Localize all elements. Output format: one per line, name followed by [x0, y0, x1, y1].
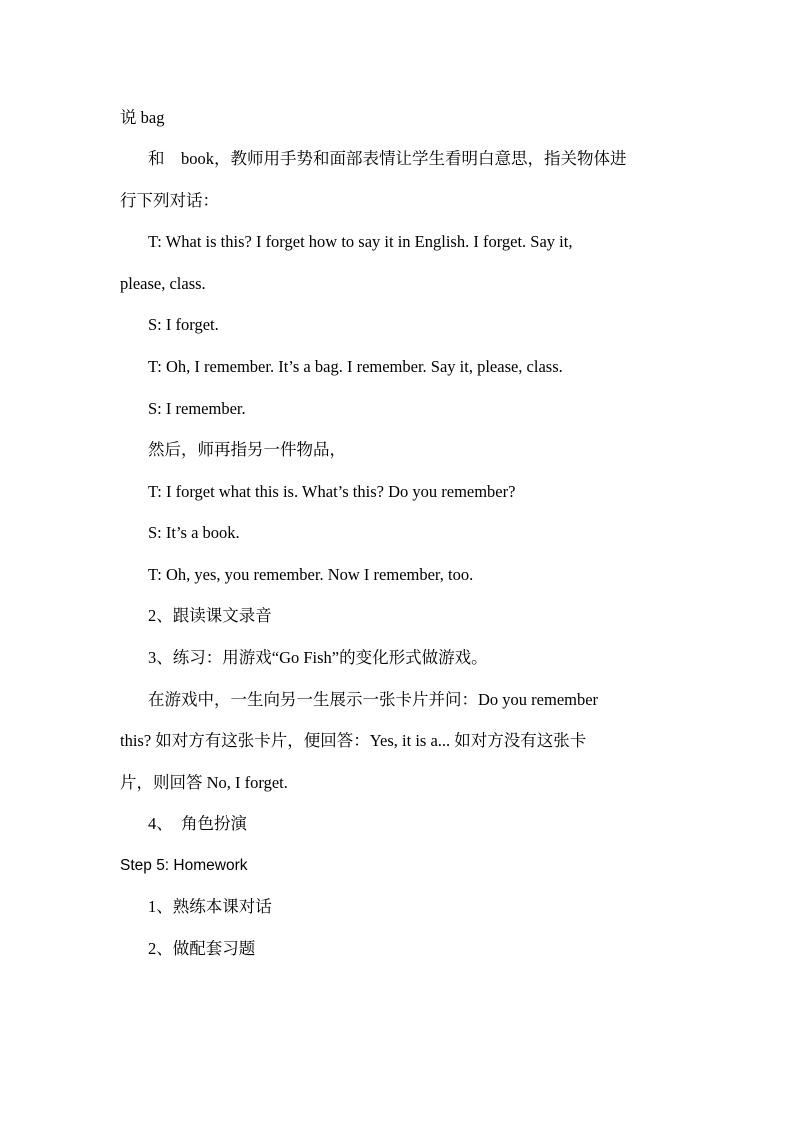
- step-item-3: 3、练习：用游戏“Go Fish”的变化形式做游戏。: [148, 648, 488, 667]
- dialogue-line-student-3: S: It’s a book.: [148, 523, 240, 542]
- dialogue-line-teacher-1-cont: please, class.: [120, 274, 206, 293]
- dialogue-line-teacher-3: T: I forget what this is. What’s this? Do you remember?: [148, 482, 516, 501]
- dialogue-line-teacher-2: T: Oh, I remember. It’s a bag. I remember. Say it, please, class.: [148, 357, 563, 376]
- homework-item-2: 2、做配套习题: [148, 939, 256, 958]
- dialogue-line-student-2: S: I remember.: [148, 399, 246, 418]
- dialogue-line-teacher-1: T: What is this? I forget how to say it in English. I forget. Say it,: [148, 232, 573, 251]
- game-description-line-3: 片，则回答 No, I forget.: [120, 773, 288, 792]
- step5-heading: Step 5: Homework: [120, 857, 248, 874]
- text-line-2: 和 book，教师用手势和面部表情让学生看明白意思，指关物体进: [148, 149, 627, 168]
- game-description-line-2: this? 如对方有这张卡片，便回答：Yes, it is a... 如对方没有这张卡: [120, 731, 587, 750]
- text-line-1: 说 bag: [120, 108, 165, 127]
- dialogue-line-teacher-4: T: Oh, yes, you remember. Now I remember, too.: [148, 565, 474, 584]
- text-line-3: 行下列对话：: [120, 191, 219, 210]
- dialogue-line-student-1: S: I forget.: [148, 315, 219, 334]
- step-item-2: 2、跟读课文录音: [148, 606, 272, 625]
- game-description-line-1: 在游戏中，一生向另一生展示一张卡片并问：Do you remember: [148, 690, 599, 709]
- step-item-4: 4、 角色扮演: [148, 814, 247, 833]
- homework-item-1: 1、熟练本课对话: [148, 897, 272, 916]
- text-line-then: 然后，师再指另一件物品，: [148, 440, 346, 459]
